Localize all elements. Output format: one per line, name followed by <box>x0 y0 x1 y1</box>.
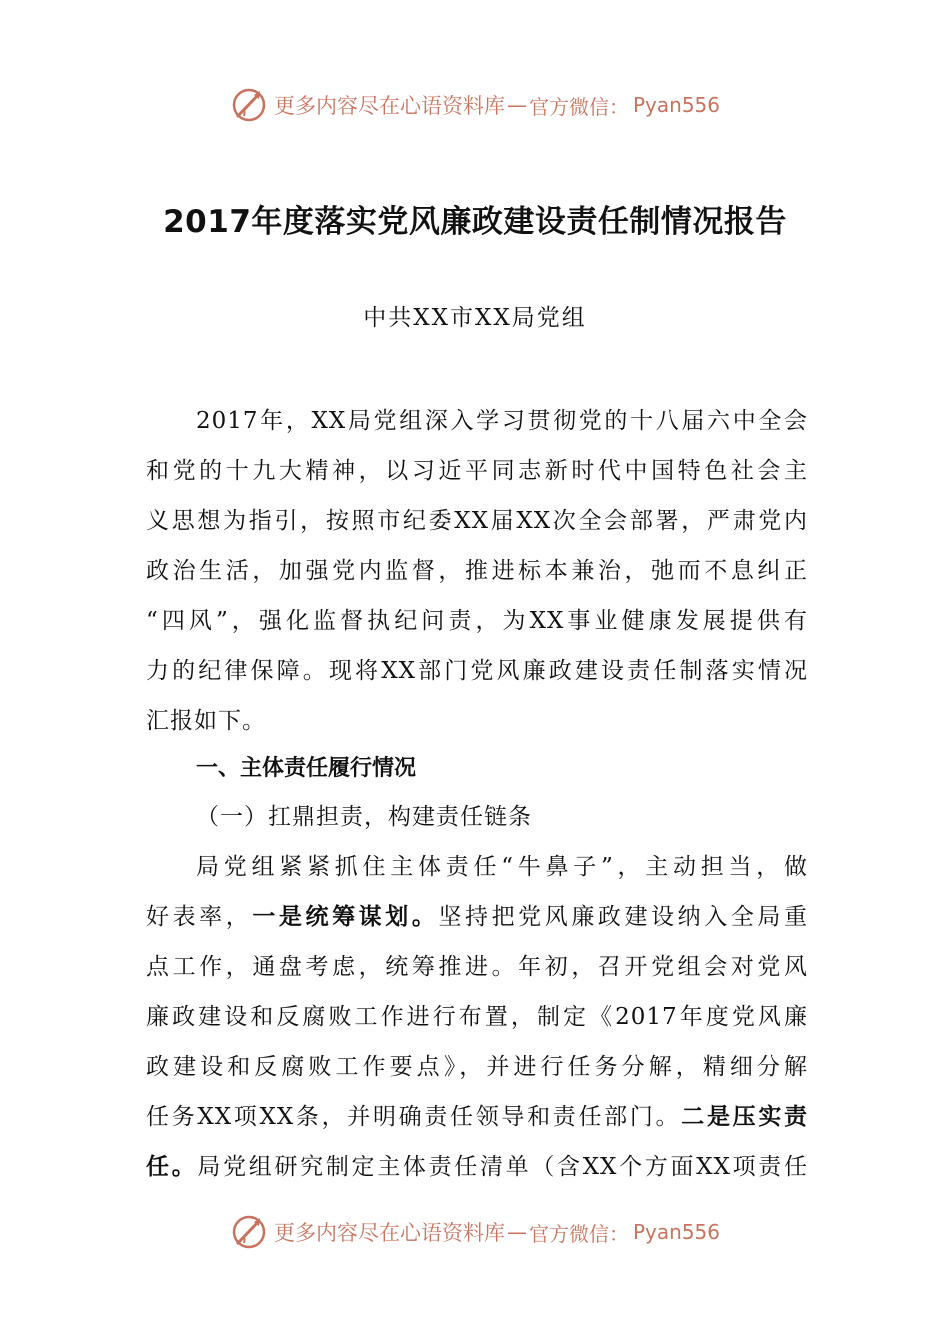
watermark-footer <box>0 1207 950 1257</box>
watermark-label: 官方微信： <box>528 94 629 119</box>
intro-line: 政治生活，加强党内监督，推进标本兼治，弛而不息纠正 <box>146 558 808 584</box>
bold-run: 二是压实责 <box>681 1104 808 1130</box>
text-run: 好表率， <box>146 904 253 930</box>
document-title: 2017年度落实党风廉政建设责任制情况报告 <box>163 204 787 240</box>
watermark-label: 官方微信： <box>528 1221 629 1246</box>
intro-line: “四风”，强化监督执纪问责，为XX事业健康发展提供有 <box>146 608 808 634</box>
paragraph-line: 点工作，通盘考虑，统筹推进。年初，召开党组会对党风 <box>146 954 808 980</box>
intro-line: 汇报如下。 <box>146 708 266 734</box>
intro-line: 2017年，XX局党组深入学习贯彻党的十八届六中全会 <box>196 408 808 434</box>
paragraph-line <box>146 1142 808 1192</box>
paragraph-line: 局党组紧紧抓住主体责任“牛鼻子”，主动担当，做 <box>196 854 808 880</box>
section-subheading: （一）扛鼎担责，构建责任链条 <box>196 804 532 830</box>
watermark-separator: — <box>506 1220 527 1244</box>
paragraph-line: 政建设和反腐败工作要点》，并进行任务分解，精细分解 <box>146 1054 808 1080</box>
watermark-header <box>0 80 950 130</box>
text-run: 坚持把党风廉政建设纳入全局重 <box>438 904 809 930</box>
section-heading: 一、主体责任履行情况 <box>196 756 417 781</box>
bold-run: 任。 <box>146 1154 198 1180</box>
pen-logo-icon <box>230 86 268 124</box>
watermark-separator: — <box>506 93 527 117</box>
watermark-text: 更多内容尽在心语资料库 <box>273 1221 505 1245</box>
text-run: 局党组研究制定主体责任清单（含XX个方面XX项责任 <box>197 1154 808 1180</box>
intro-line: 和党的十九大精神，以习近平同志新时代中国特色社会主 <box>146 458 808 484</box>
intro-line: 义思想为指引，按照市纪委XX届XX次全会部署，严肃党内 <box>146 508 808 534</box>
bold-run: 一是统筹谋划。 <box>252 904 439 930</box>
document-body <box>146 396 808 1192</box>
document-author: 中共XX市XX局党组 <box>363 305 587 331</box>
pen-logo-icon <box>230 1213 268 1251</box>
paragraph-line <box>146 892 808 942</box>
watermark-wechat-id: Pyan556 <box>632 93 720 117</box>
text-run: 任务XX项XX条，并明确责任领导和责任部门。 <box>146 1104 682 1130</box>
paragraph-line: 廉政建设和反腐败工作进行布置，制定《2017年度党风廉 <box>146 1004 808 1030</box>
watermark-wechat-id: Pyan556 <box>632 1220 720 1244</box>
paragraph-line <box>146 1092 808 1142</box>
intro-line: 力的纪律保障。现将XX部门党风廉政建设责任制落实情况 <box>146 658 808 684</box>
watermark-text: 更多内容尽在心语资料库 <box>273 94 505 118</box>
